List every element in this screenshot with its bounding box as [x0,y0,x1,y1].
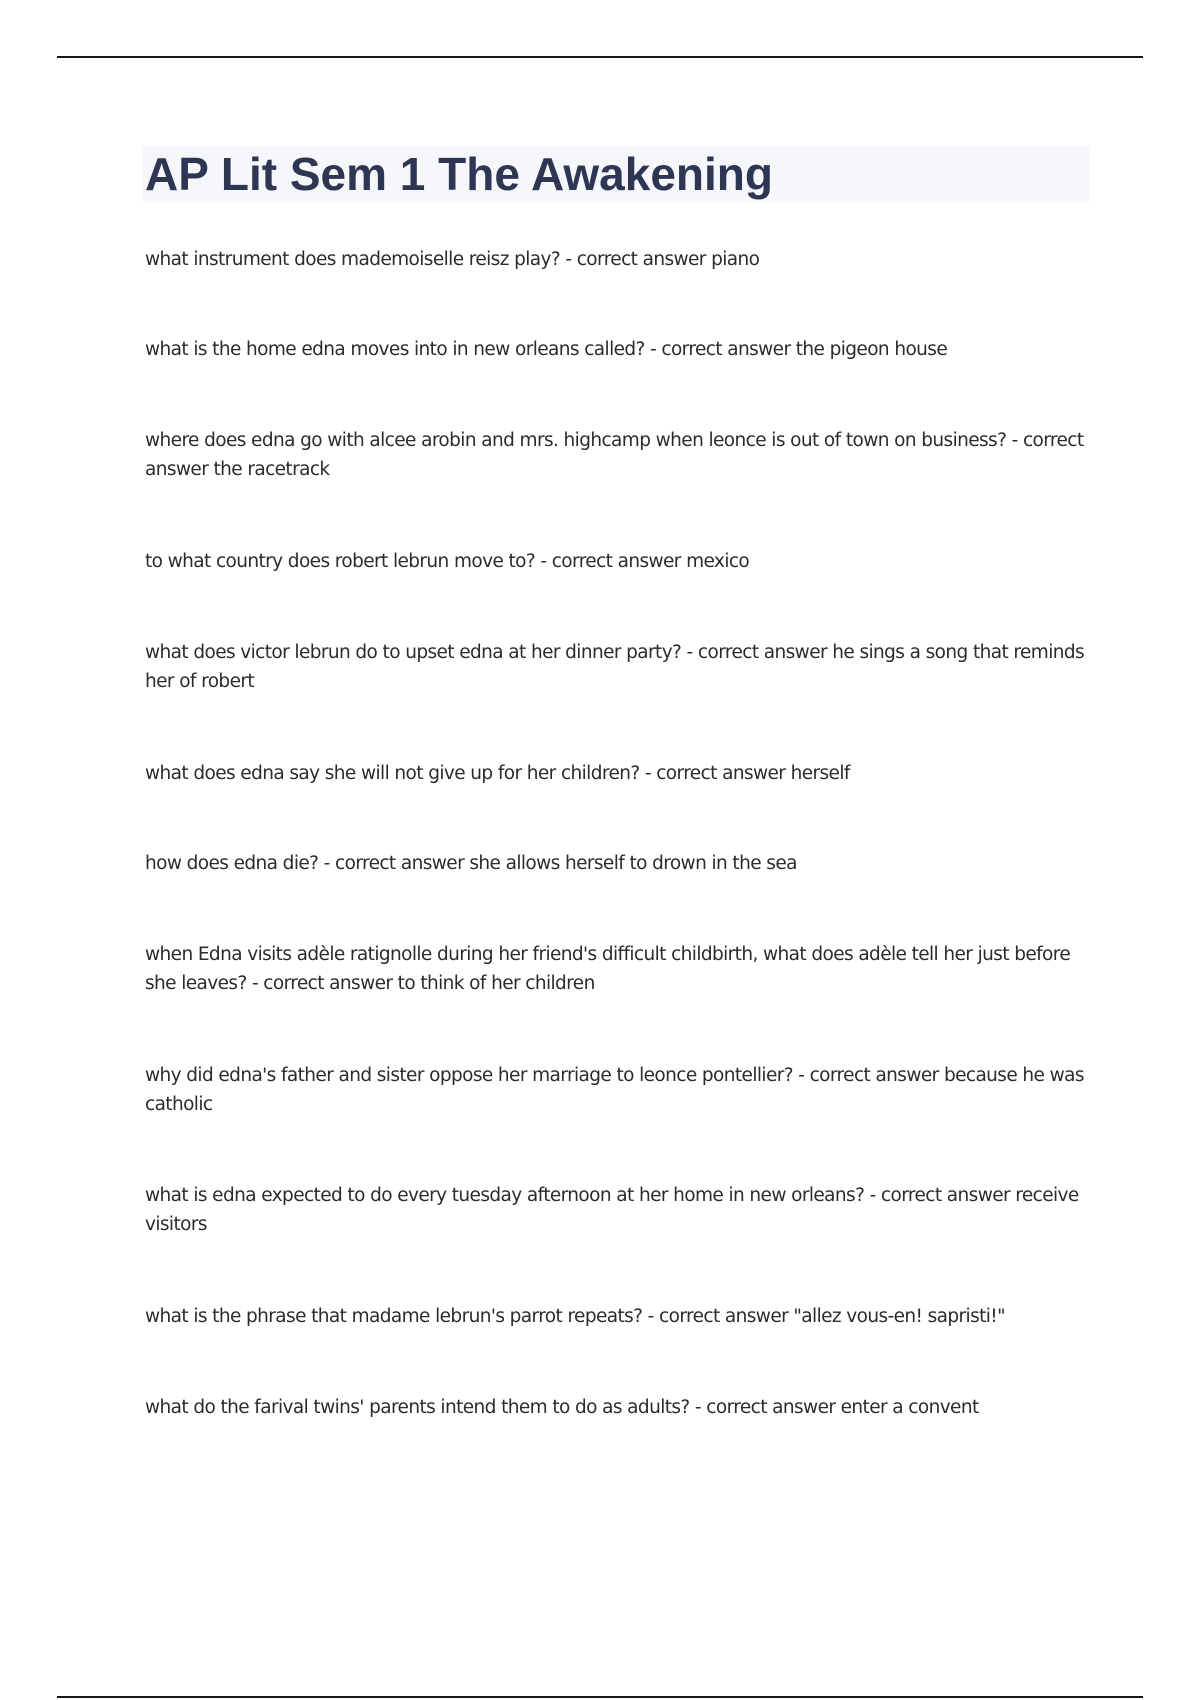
qa-item-2: what is the home edna moves into in new orleans called? - correct answer the pigeon house [145,339,948,360]
qa-item-11: what is the phrase that madame lebrun's parrot repeats? - correct answer "allez vous-en! sapristi!" [145,1306,1006,1327]
qa-item-12: what do the farival twins' parents intend them to do as adults? - correct answer enter a convent [145,1397,979,1418]
qa-item-5: what does victor lebrun do to upset edna at her dinner party? - correct answer he sings a song that reminds her of robert [145,642,1085,692]
top-rule [57,56,1143,58]
document-title: AP Lit Sem 1 The Awakening [145,148,773,200]
qa-item-1: what instrument does mademoiselle reisz play? - correct answer piano [145,249,760,270]
qa-item-3: where does edna go with alcee arobin and mrs. highcamp when leonce is out of town on business? - correct answer the racetrack [145,430,1084,480]
qa-item-6: what does edna say she will not give up for her children? - correct answer herself [145,763,850,784]
qa-item-10: what is edna expected to do every tuesday afternoon at her home in new orleans? - correct answer receive visitors [145,1185,1079,1235]
qa-item-8: when Edna visits adèle ratignolle during her friend's difficult childbirth, what does adèle tell her just before she leaves? - correct answer to think of her children [145,944,1071,994]
qa-item-4: to what country does robert lebrun move to? - correct answer mexico [145,551,750,572]
bottom-rule [57,1696,1143,1698]
qa-item-9: why did edna's father and sister oppose her marriage to leonce pontellier? - correct answer because he was catholic [145,1065,1084,1115]
qa-item-7: how does edna die? - correct answer she allows herself to drown in the sea [145,853,797,874]
